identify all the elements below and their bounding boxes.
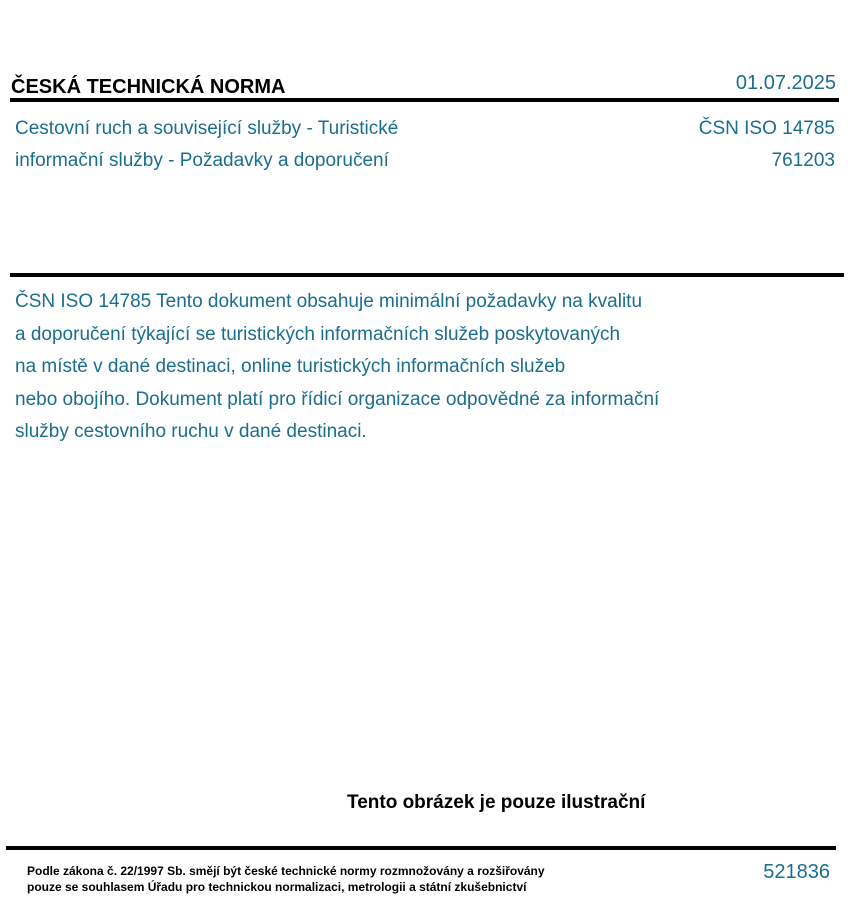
illustration-note: Tento obrázek je pouze ilustrační [347, 792, 646, 813]
description-line: ČSN ISO 14785 Tento dokument obsahuje minimální požadavky na kvalitu [15, 291, 643, 312]
description-line: a doporučení týkající se turistických informačních služeb poskytovaných [15, 323, 621, 345]
header-divider [10, 98, 839, 102]
standard-title [15, 113, 398, 177]
standard-code: ČSN ISO 14785 [698, 118, 835, 139]
description-line: služby cestovního ruchu v dané destinaci. [15, 421, 367, 442]
description-line: nebo obojího. Dokument platí pro řídicí organizace odpovědné za informační [15, 388, 660, 410]
standard-title-line: Cestovní ruch a související služby - Turistické [15, 118, 399, 139]
footer-divider [6, 846, 836, 850]
section-divider [10, 273, 844, 277]
document-number: 521836 [763, 861, 830, 883]
class-number: 761203 [771, 150, 835, 171]
standard-description [15, 286, 659, 449]
legal-notice [27, 863, 545, 895]
publication-date: 01.07.2025 [735, 72, 836, 94]
legal-notice-line: pouze se souhlasem Úřadu pro technickou normalizaci, metrologii a státní zkušebnictví [27, 880, 527, 894]
legal-notice-line: Podle zákona č. 22/1997 Sb. smějí být české technické normy rozmnožovány a rozšiřovány [27, 864, 545, 878]
standard-identifiers [699, 113, 835, 177]
standard-title-line: informační služby - Požadavky a doporučení [15, 150, 389, 171]
norm-label: ČESKÁ TECHNICKÁ NORMA [11, 76, 286, 98]
description-line: na místě v dané destinaci, online turistických informačních služeb [15, 356, 566, 377]
